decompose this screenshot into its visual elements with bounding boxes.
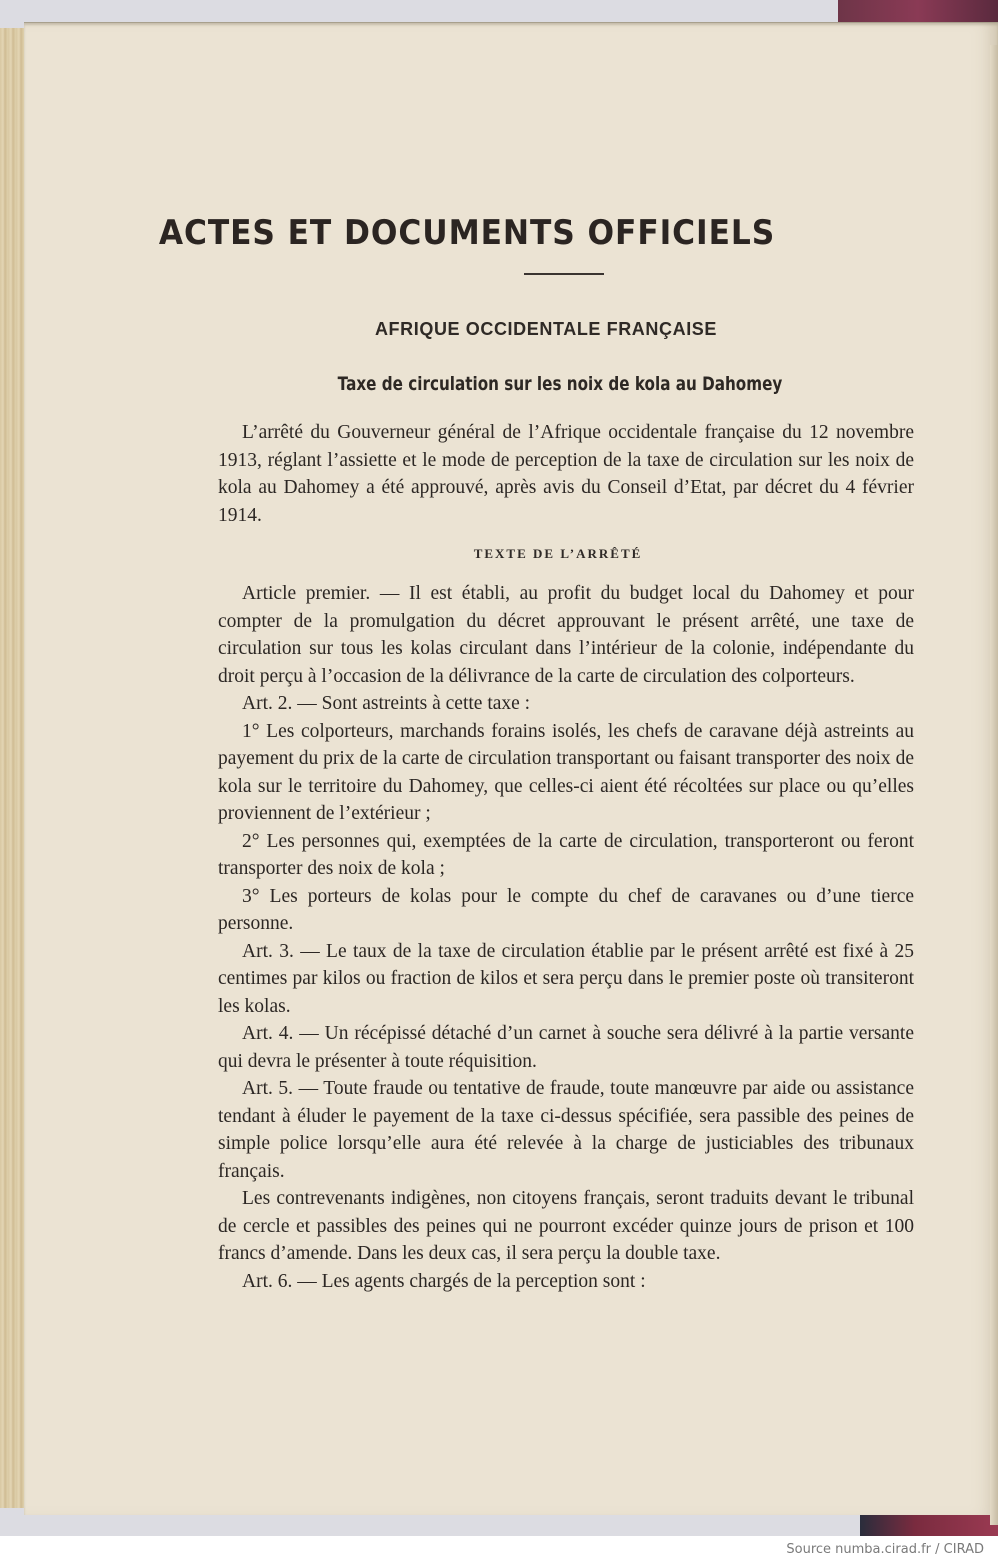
intro-block (218, 419, 914, 529)
articles-block (218, 580, 914, 1295)
intro-paragraph: L’arrêté du Gouverneur général de l’Afrique occidentale française du 12 novembre 1913, réglant l’assiette et le mode de perception de la taxe de circulation sur les noix de kola au Dahomey a été approuvé, après avis du Conseil d’Etat, par décret du 4 février 1914. (218, 422, 914, 526)
article-3: Art. 3. — Le taux de la taxe de circulation établie par le présent arrêté est fixé à 25 centimes par kilos ou fraction de kilos et sera perçu dans le premier poste où transiteront les kolas. (218, 940, 914, 1017)
region-heading: AFRIQUE OCCIDENTALE FRANÇAISE (374, 319, 718, 339)
article-4: Art. 4. — Un récépissé détaché d’un carnet à souche sera délivré à la partie versante qui devra le présenter à toute réquisition. (218, 1023, 914, 1072)
document-page (24, 22, 998, 1515)
title-divider (524, 273, 604, 275)
section-heading: TEXTE DE L’ARRÊTÉ (473, 546, 643, 561)
document-title: ACTES ET DOCUMENTS OFFICIELS (158, 213, 776, 253)
book-cover-top (838, 0, 998, 24)
page-gutter (990, 45, 998, 1525)
article-6: Art. 6. — Les agents chargés de la perception sont : (242, 1270, 646, 1292)
article-5-continued: Les contrevenants indigènes, non citoyens français, seront traduits devant le tribunal de cercle et passibles des peines qui ne pourront excéder quinze jours de prison et 100 francs d’amende. Dans les deux cas, il sera perçu la double taxe. (218, 1188, 914, 1264)
article-2: Art. 2. — Sont astreints à cette taxe : (242, 693, 531, 714)
article-2-item-3: 3° Les porteurs de kolas pour le compte du chef de caravanes ou d’une tierce personne. (218, 885, 914, 934)
source-caption: Source numba.cirad.fr / CIRAD (786, 1542, 984, 1557)
article-2-item-1: 1° Les colporteurs, marchands forains isolés, les chefs de caravane déjà astreints au payement du prix de la carte de circulation transportant ou faisant transporter des noix de kola sur le territoire du Dahomey, que celles-ci aient été récoltées sur place ou qu’elles proviennent de l’extérieur ; (218, 720, 914, 824)
subject-heading: Taxe de circulation sur les noix de kola au Dahomey (337, 373, 783, 395)
article-2-item-2: 2° Les personnes qui, exemptées de la carte de circulation, transporteront ou feront transporter des noix de kola ; (218, 830, 914, 879)
article-5: Art. 5. — Toute fraude ou tentative de fraude, toute manœuvre par aide ou assistance tendant à éluder le payement de la taxe ci-dessus spécifiée, sera passible des peines de simple police lorsqu’elle aura été relevée à la charge de justiciables des tribunaux français. (218, 1078, 914, 1182)
article-1: Article premier. — Il est établi, au profit du budget local du Dahomey et pour compter de la promulgation du décret approuvant le présent arrêté, une taxe de circulation sur tous les kolas circulant dans l’intérieur de la colonie, indépendante du droit perçu à l’occasion de la délivrance de la carte de circulation des colporteurs. (218, 583, 914, 687)
